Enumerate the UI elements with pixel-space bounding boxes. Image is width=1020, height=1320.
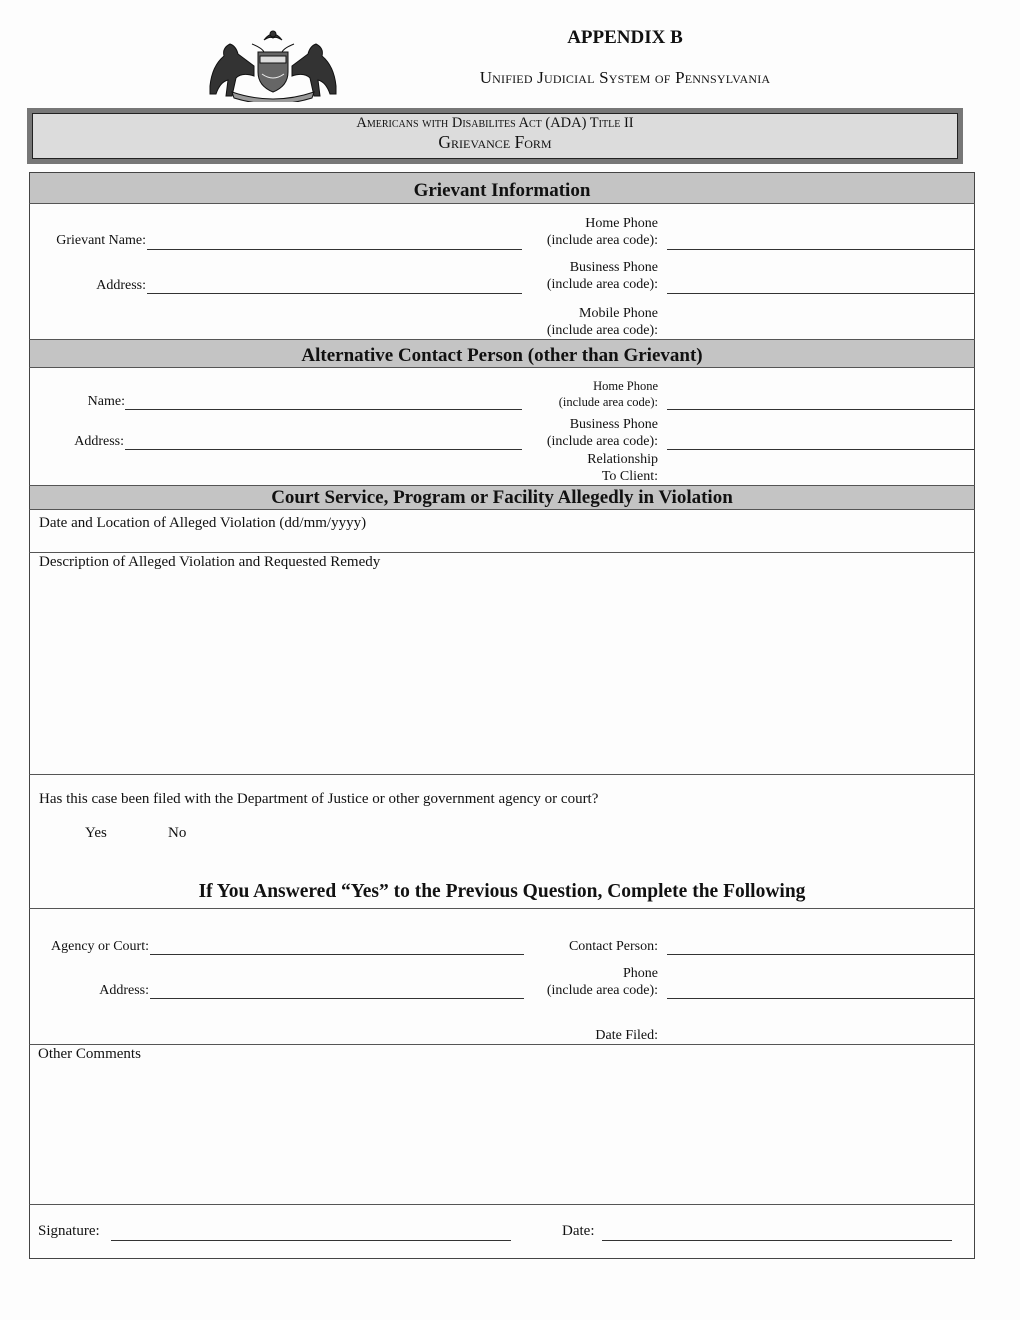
divider xyxy=(29,509,975,510)
grievant-home-phone-label xyxy=(500,215,658,249)
signature-field[interactable] xyxy=(111,1240,511,1241)
alt-business-phone-field[interactable] xyxy=(667,449,974,450)
grievant-business-phone-label xyxy=(500,259,658,293)
agency-label: Agency or Court: xyxy=(51,939,149,954)
filing-phone-field[interactable] xyxy=(667,998,974,999)
followup-heading: If You Answered “Yes” to the Previous Question, Complete the Following xyxy=(198,881,806,902)
filing-phone-label xyxy=(500,965,658,999)
contact-person-label: Contact Person: xyxy=(568,939,658,954)
form-banner xyxy=(32,113,958,159)
alt-name-label: Name: xyxy=(87,394,125,409)
label-line: Mobile Phone xyxy=(579,306,658,321)
label-line: Home Phone xyxy=(593,379,658,393)
alt-home-phone-label xyxy=(500,378,658,410)
divider xyxy=(29,203,975,204)
label-line: (include area code): xyxy=(546,277,658,292)
grievant-name-label: Grievant Name: xyxy=(56,233,146,248)
grievant-address-field[interactable] xyxy=(147,293,522,294)
no-option[interactable]: No xyxy=(168,825,187,841)
divider xyxy=(29,367,975,368)
alt-relationship-label xyxy=(500,451,658,485)
alt-name-field[interactable] xyxy=(125,409,522,410)
alternative-section-heading: Alternative Contact Person (other than Grievant) xyxy=(30,340,974,367)
filing-address-label: Address: xyxy=(99,983,149,998)
form-subtitle: Americans with Disabilites Act (ADA) Title II xyxy=(356,115,634,131)
grievant-business-phone-field[interactable] xyxy=(667,293,974,294)
label-line: (include area code): xyxy=(546,434,658,449)
alt-home-phone-field[interactable] xyxy=(667,409,974,410)
divider xyxy=(29,1044,975,1045)
alt-address-label: Address: xyxy=(74,434,124,449)
label-line: (include area code): xyxy=(546,983,658,998)
violation-section-heading: Court Service, Program or Facility Allegedly in Violation xyxy=(30,486,974,509)
grievant-name-field[interactable] xyxy=(147,249,522,250)
other-comments-field[interactable] xyxy=(31,1066,973,1202)
label-line: (include area code): xyxy=(558,395,658,409)
grievant-address-label: Address: xyxy=(96,278,146,293)
signature-date-field[interactable] xyxy=(602,1240,952,1241)
date-filed-label: Date Filed: xyxy=(595,1028,658,1043)
yes-option[interactable]: Yes xyxy=(85,825,107,841)
filing-question: Has this case been filed with the Department of Justice or other government agency or court? xyxy=(39,791,599,807)
pennsylvania-coat-of-arms-icon xyxy=(202,26,344,102)
divider xyxy=(29,908,975,909)
alt-business-phone-label xyxy=(500,416,658,450)
grievant-mobile-phone-label xyxy=(500,305,658,339)
grievant-section-heading: Grievant Information xyxy=(30,173,974,203)
signature-date-label: Date: xyxy=(562,1223,595,1239)
label-line: To Client: xyxy=(601,469,658,484)
divider xyxy=(29,552,975,553)
label-line: (include area code): xyxy=(546,323,658,338)
label-line: Business Phone xyxy=(569,260,658,275)
filing-address-field[interactable] xyxy=(150,998,524,999)
appendix-title: APPENDIX B xyxy=(567,27,683,48)
alt-address-field[interactable] xyxy=(125,449,522,450)
divider xyxy=(29,774,975,775)
label-line: (include area code): xyxy=(546,233,658,248)
label-line: Business Phone xyxy=(569,417,658,432)
divider xyxy=(29,1204,975,1205)
other-comments-label: Other Comments xyxy=(38,1046,141,1062)
agency-field[interactable] xyxy=(150,954,524,955)
signature-label: Signature: xyxy=(38,1223,100,1239)
form-title: Grievance Form xyxy=(438,132,552,152)
label-line: Home Phone xyxy=(585,216,658,231)
label-line: Relationship xyxy=(587,452,658,467)
label-line: Phone xyxy=(623,966,658,981)
contact-person-field[interactable] xyxy=(667,954,974,955)
description-field[interactable] xyxy=(31,575,973,771)
organization-name: Unified Judicial System of Pennsylvania xyxy=(479,68,771,87)
description-label: Description of Alleged Violation and Requested Remedy xyxy=(39,554,381,570)
grievant-home-phone-field[interactable] xyxy=(667,249,974,250)
date-location-label: Date and Location of Alleged Violation (dd/mm/yyyy) xyxy=(39,515,367,531)
